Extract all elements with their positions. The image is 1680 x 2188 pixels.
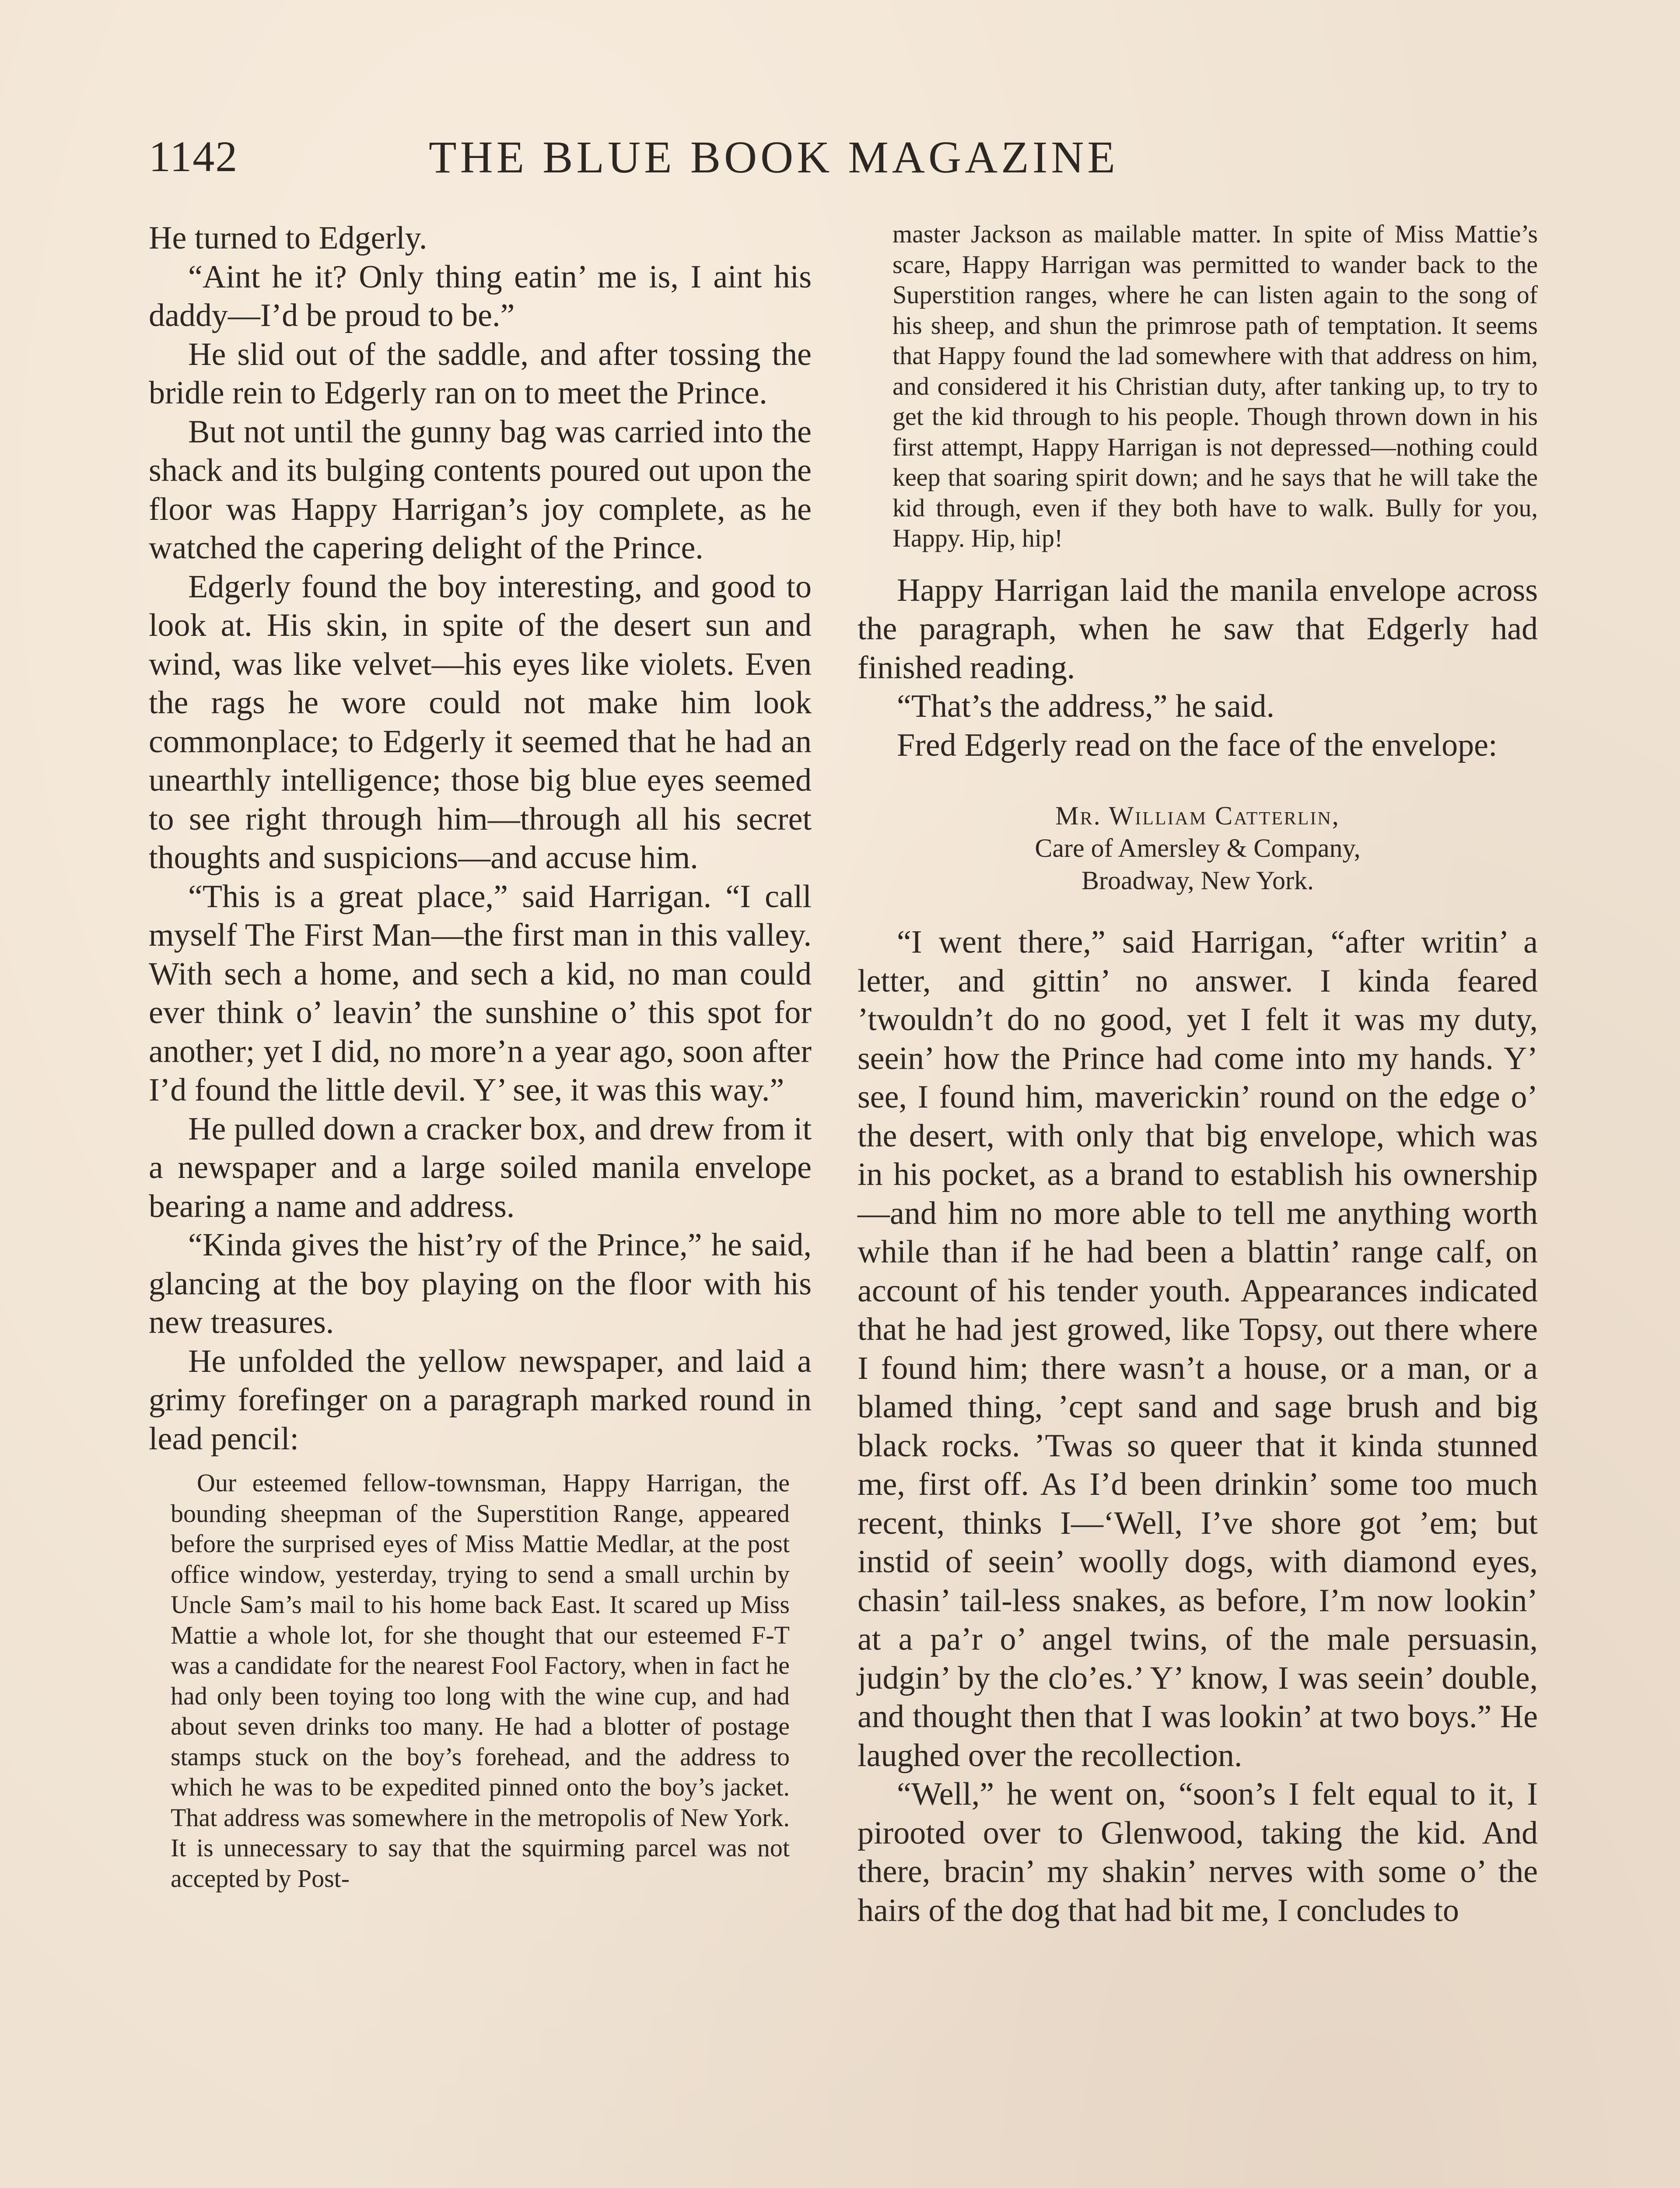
page-number: 1142 [149, 132, 238, 181]
newspaper-clipping-continued [892, 219, 1538, 554]
paragraph: He unfolded the yellow newspaper, and laid a grimy forefinger on a paragraph marked round in lead pencil: [149, 1343, 812, 1457]
left-column [149, 219, 812, 1893]
address-line-2: Care of Amersley & Company, [1035, 834, 1361, 863]
envelope-address [858, 799, 1538, 897]
paragraph: He turned to Edgerly. [149, 220, 427, 256]
paragraph: Happy Harrigan laid the manila envelope across the paragraph, when he saw that Edgerly had finished reading. [858, 572, 1538, 686]
clipping-text: Our esteemed fellow-townsman, Happy Harrigan, the bounding sheepman of the Superstition Range, appeared before the surprised eyes of Miss Mattie Medlar, at the post office window, yesterday, trying to send a small urchin by Uncle Sam’s mail to his home back East. It scared up Miss Mattie a whole lot, for she thought that our esteemed F-T was a candidate for the nearest Fool Factory, when in fact he had only been toying too long with the wine cup, and had about seven drinks too many. He had a blotter of postage stamps stuck on the boy’s forehead, and the address to which he was to be expedited pinned onto the boy’s jacket. That address was somewhere in the metropolis of New York. It is unnecessary to say that the squirming parcel was not accepted by Post- [171, 1469, 790, 1893]
paragraph: “I went there,” said Harrigan, “after writin’ a letter, and gittin’ no answer. I kinda feared ’twouldn’t do no good, yet I felt it was my duty, seein’ how the Prince had come into my hands. Y’ see, I found him, maverickin’ round on the edge o’ the desert, with only that big envelope, which was in his pocket, as a brand to establish his ownership—and him no more able to tell me anything worth while than if he had been a blattin’ range calf, on account of his tender youth. Appearances indicated that he had jest growed, like Topsy, out there where I found him; there wasn’t a house, or a man, or a blamed thing, ’cept sand and sage brush and big black rocks. ’Twas so queer that it kinda stunned me, first off. As I’d been drinkin’ some too much recent, thinks I—‘Well, I’ve shore got ’em; but instid of seein’ woolly dogs, with diamond eyes, chasin’ tail-less snakes, as before, I’m now lookin’ at a pa’r o’ angel twins, of the male persuasin, judgin’ by the clo’es.’ Y’ know, I was seein’ double, and thought then that I was lookin’ at two boys.” He laughed over the recollection. [858, 924, 1538, 1774]
paragraph: “Well,” he went on, “soon’s I felt equal to it, I pirooted over to Glenwood, taking the kid. And there, bracin’ my shakin’ nerves with some o’ the hairs of the dog that had bit me, I concludes to [858, 1776, 1538, 1929]
paragraph: Fred Edgerly read on the face of the envelope: [897, 727, 1498, 763]
paragraph: “Kinda gives the hist’ry of the Prince,” he said, glancing at the boy playing on the floor with his new treasures. [149, 1227, 812, 1340]
paragraph: “That’s the address,” he said. [897, 688, 1275, 724]
address-line-3: Broadway, New York. [1081, 866, 1314, 895]
paragraph: Edgerly found the boy interesting, and good to look at. His skin, in spite of the desert sun and wind, was like velvet—his eyes like violets. Even the rags he wore could not make him look commonplace; to Edgerly it seemed that he had an unearthly intelligence; those big blue eyes seemed to see right through him—through all his secret thoughts and suspicions—and accuse him. [149, 568, 812, 876]
paragraph: “This is a great place,” said Harrigan. “I call myself The First Man—the first man in this valley. With sech a home, and sech a kid, no man could ever think o’ leavin’ the sunshine o’ this spot for another; yet I did, no more’n a year ago, soon after I’d found the little devil. Y’ see, it was this way.” [149, 878, 812, 1108]
clipping-text: master Jackson as mailable matter. In spite of Miss Mattie’s scare, Happy Harrigan was permitted to wander back to the Superstition ranges, where he can listen again to the song of his sheep, and shun the primrose path of temptation. It seems that Happy found the lad somewhere with that address on him, and considered it his Christian duty, after tanking up, to try to get the kid through to his people. Though thrown down in his first attempt, Happy Harrigan is not depressed—nothing could keep that soaring spirit down; and he says that he will take the kid through, even if they both have to walk. Bully for you, Happy. Hip, hip! [892, 220, 1538, 552]
newspaper-clipping [171, 1468, 790, 1893]
paragraph: “Aint he it? Only thing eatin’ me is, I aint his daddy—I’d be proud to be.” [149, 259, 812, 333]
magazine-title: THE BLUE BOOK MAGAZINE [429, 132, 1119, 182]
right-column [858, 219, 1538, 1930]
paragraph: He pulled down a cracker box, and drew from it a newspaper and a large soiled manila envelope bearing a name and address. [149, 1111, 812, 1224]
paragraph: He slid out of the saddle, and after tossing the bridle rein to Edgerly ran on to meet the Prince. [149, 336, 812, 411]
paragraph: But not until the gunny bag was carried into the shack and its bulging contents poured out upon the floor was Happy Harrigan’s joy complete, as he watched the capering delight of the Prince. [149, 414, 812, 566]
page-header [149, 127, 1536, 193]
address-name: Mr. William Catterlin, [1055, 801, 1340, 830]
